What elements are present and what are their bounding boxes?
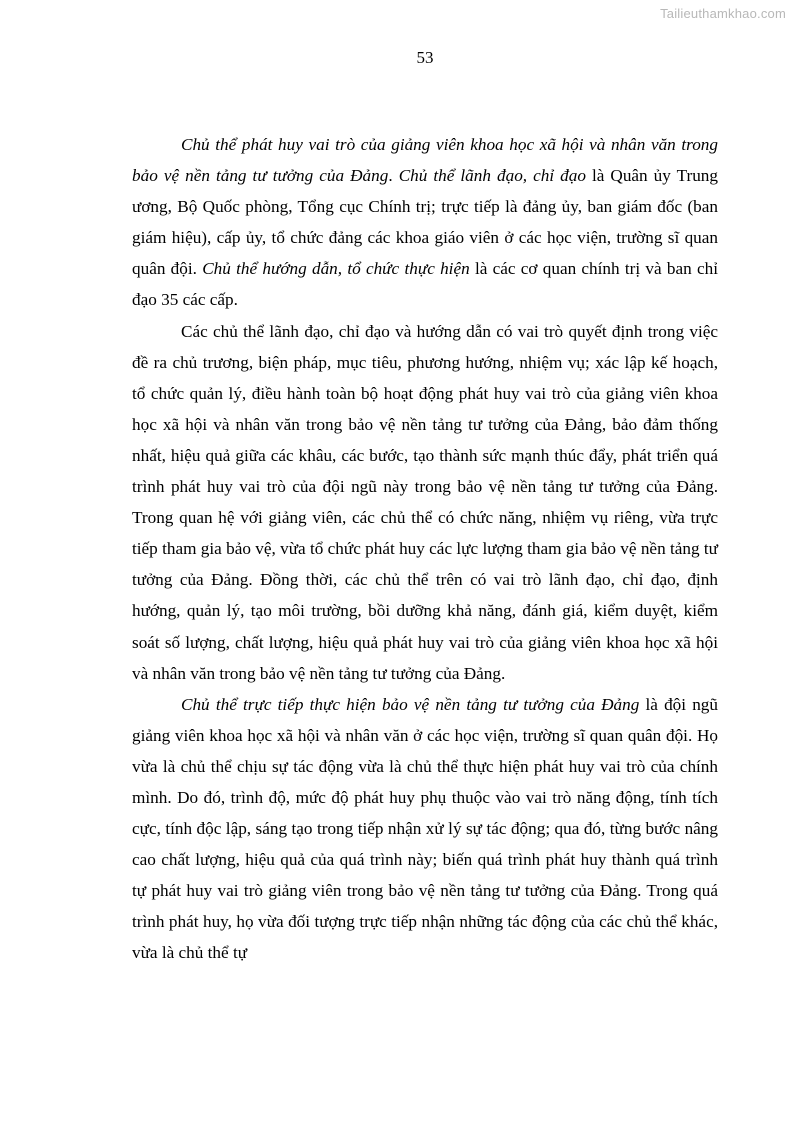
text-segment: . <box>388 166 399 186</box>
text-segment: Các chủ thể lãnh đạo, chỉ đạo và hướng dẫn có vai trò quyết định trong việc đề ra chủ trương, biện pháp, mục tiêu, phương hướng, nhiệm vụ; xác lập kế hoạch, tổ chức quản lý, điều hành toàn bộ hoạt động phát huy vai trò của giảng viên khoa học xã hội và nhân văn trong bảo vệ nền tảng tư tưởng của Đảng, bảo đảm thống nhất, hiệu quả giữa các khâu, các bước, tạo thành sức mạnh thúc đẩy, phát triển quá trình phát huy vai trò của đội ngũ này trong bảo vệ nền tảng tư tưởng của Đảng. Trong quan hệ với giảng viên, các chủ thể có chức năng, nhiệm vụ riêng, vừa trực tiếp tham gia bảo vệ, vừa tổ chức phát huy các lực lượng tham gia bảo vệ nền tảng tư tưởng của Đảng. Đồng thời, các chủ thể trên có vai trò lãnh đạo, chỉ đạo, định hướng, quản lý, tạo môi trường, bồi dưỡng khả năng, đánh giá, kiểm duyệt, kiểm soát số lượng, chất lượng, hiệu quả phát huy vai trò của giảng viên khoa học xã hội và nhân văn trong bảo vệ nền tảng tư tưởng của Đảng. <box>132 321 718 683</box>
italic-term: Chủ thể phát huy vai trò của giảng viên khoa học xã hội và nhân văn trong bảo vệ nền tảng tư tưởng của Đảng <box>132 135 718 186</box>
text-segment: là các cơ quan chính trị và ban chỉ đạo 35 các cấp. <box>132 259 718 310</box>
text-segment: là Quân ủy Trung ương, Bộ Quốc phòng, Tổng cục Chính trị; trực tiếp là đảng ủy, ban giám đốc (ban giám hiệu), cấp ủy, tổ chức đảng các khoa giáo viên ở các học viện, trường sĩ quan quân đội. <box>132 166 718 279</box>
page-number: 53 <box>416 48 434 67</box>
text-segment: là đội ngũ giảng viên khoa học xã hội và nhân văn ở các học viện, trường sĩ quan quân đội. Họ vừa là chủ thể chịu sự tác động vừa là chủ thể thực hiện phát huy vai trò của chính mình. Do đó, trình độ, mức độ phát huy phụ thuộc vào vai trò năng động, tính tích cực, tính độc lập, sáng tạo trong tiếp nhận xử lý sự tác động; qua đó, từng bước nâng cao chất lượng, hiệu quả của quá trình này; biến quá trình phát huy thành quá trình tự phát huy vai trò giảng viên trong bảo vệ nền tảng tư tưởng của Đảng. Trong quá trình phát huy, họ vừa đối tượng trực tiếp nhận những tác động của các chủ thể khác, vừa là chủ thể tự <box>132 694 718 963</box>
paragraph-1 <box>132 129 718 316</box>
italic-term: Chủ thể lãnh đạo, chỉ đạo <box>398 166 586 186</box>
italic-term: Chủ thể trực tiếp thực hiện bảo vệ nền tảng tư tưởng của Đảng <box>181 694 640 714</box>
document-body <box>132 129 718 969</box>
italic-term: Chủ thể hướng dẫn, tổ chức thực hiện <box>202 259 470 279</box>
paragraph-2 <box>132 316 718 689</box>
paragraph-3 <box>132 689 718 969</box>
watermark-text: Tailieuthamkhao.com <box>660 6 786 21</box>
